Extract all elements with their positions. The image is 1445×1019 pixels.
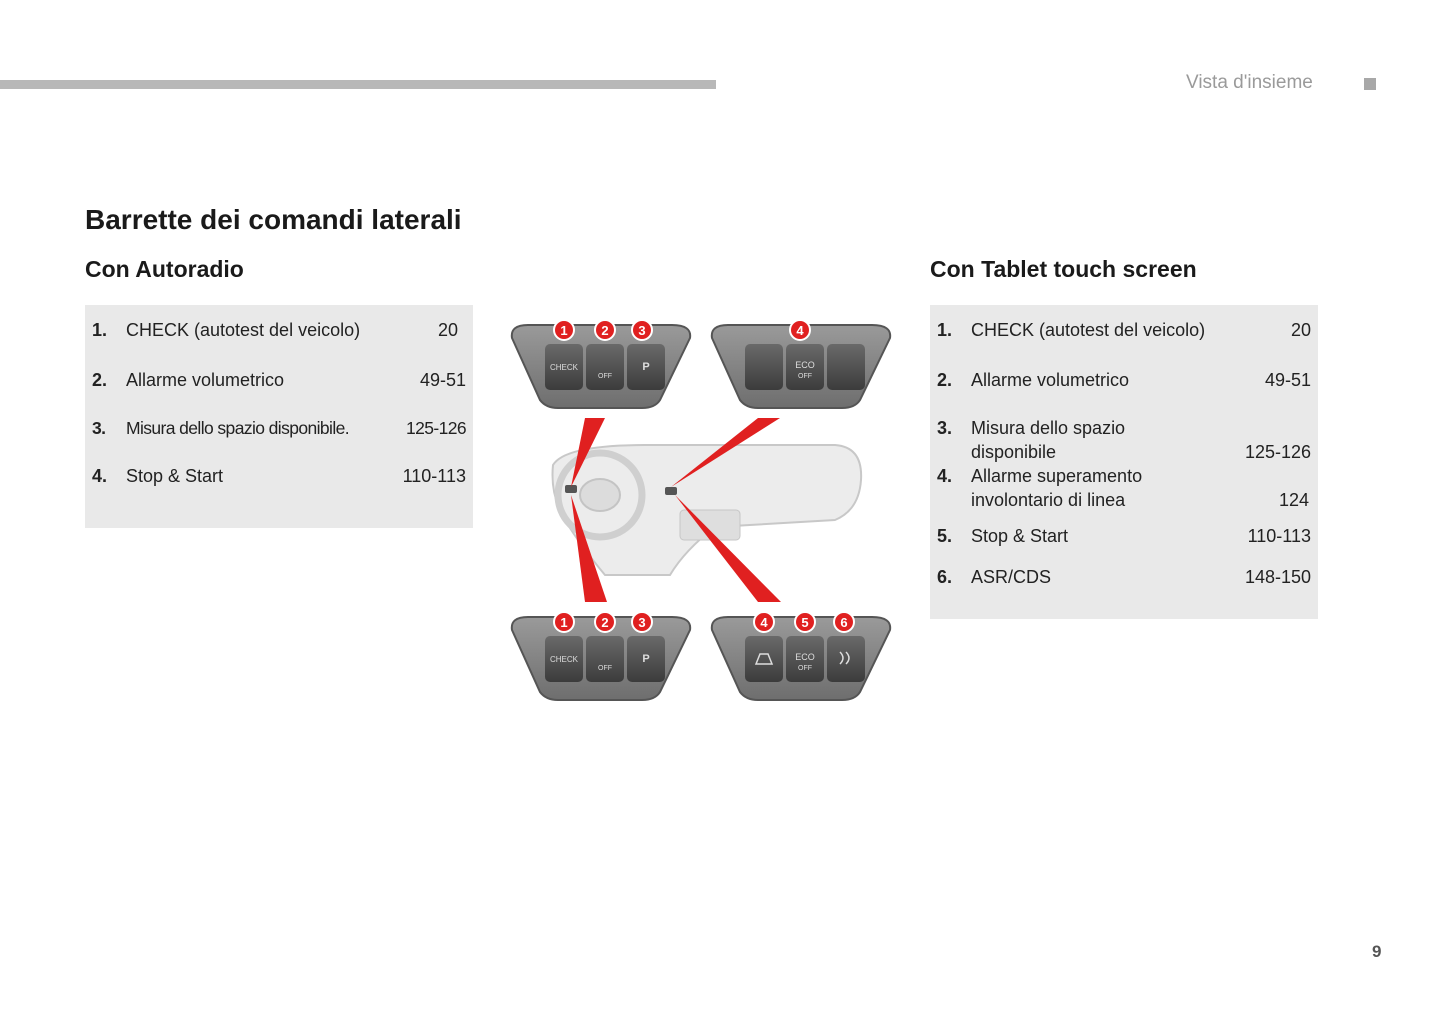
- item-text: involontario di linea: [971, 490, 1126, 510]
- item-number: 5.: [937, 526, 953, 546]
- check-button-label: CHECK: [549, 363, 579, 372]
- tablet-list: [930, 305, 1318, 619]
- item-text: disponibile: [971, 442, 1057, 462]
- item-page: 124: [1278, 490, 1309, 510]
- eco-label: ECO: [795, 360, 815, 370]
- dashboard-illustration: [505, 305, 900, 710]
- callout-badge: [790, 320, 810, 340]
- item-number: 3.: [92, 418, 106, 438]
- callout-badge: [595, 320, 615, 340]
- item-text: CHECK (autotest del veicolo): [126, 320, 361, 340]
- item-page: 125-126: [1244, 442, 1311, 462]
- item-text: ASR/CDS: [971, 567, 1052, 587]
- item-number: 3.: [937, 418, 953, 438]
- item-text: Allarme volumetrico: [126, 370, 285, 390]
- item-page: 125-126: [405, 418, 466, 438]
- svg-text:1: 1: [560, 323, 568, 338]
- page-number: 9: [1372, 942, 1382, 961]
- item-page: 20: [1290, 320, 1311, 340]
- park-assist-label: P: [642, 653, 650, 665]
- svg-text:3: 3: [638, 615, 646, 630]
- callout-badge: [554, 320, 574, 340]
- header-rule: [0, 80, 716, 89]
- item-page: 49-51: [1264, 370, 1311, 390]
- svg-text:2: 2: [601, 323, 609, 338]
- callout-badge: [795, 612, 815, 632]
- svg-text:2: 2: [601, 615, 609, 630]
- item-number: 1.: [92, 320, 108, 340]
- item-page: 148-150: [1244, 567, 1311, 587]
- svg-text:4: 4: [796, 323, 804, 338]
- item-text: Stop & Start: [126, 466, 224, 486]
- item-number: 6.: [937, 567, 953, 587]
- item-text: Misura dello spazio disponibile.: [126, 418, 350, 438]
- eco-off-label: OFF: [798, 373, 812, 380]
- eco-label: ECO: [795, 652, 815, 662]
- alarm-off-label: OFF: [598, 665, 612, 672]
- section-title: Vista d'insieme: [1186, 72, 1313, 93]
- left-heading: Con Autoradio: [85, 256, 244, 282]
- item-text: Allarme volumetrico: [971, 370, 1130, 390]
- item-page: 20: [437, 320, 458, 340]
- item-page: 110-113: [1247, 526, 1311, 546]
- item-number: 1.: [937, 320, 953, 340]
- svg-text:3: 3: [638, 323, 646, 338]
- callout-badge: [632, 612, 652, 632]
- item-number: 2.: [937, 370, 953, 390]
- page-title: Barrette dei comandi laterali: [85, 204, 462, 235]
- callout-badge: [554, 612, 574, 632]
- callout-badge: [754, 612, 774, 632]
- svg-text:6: 6: [840, 615, 848, 630]
- eco-off-label: OFF: [798, 665, 812, 672]
- item-page: 49-51: [419, 370, 466, 390]
- item-text: CHECK (autotest del veicolo): [971, 320, 1206, 340]
- item-page: 110-113: [402, 466, 466, 486]
- svg-text:1: 1: [560, 615, 568, 630]
- dashboard-drawing: [553, 445, 862, 575]
- switch-pod-top-left: [512, 320, 690, 408]
- switch-pod-bottom-right: [712, 612, 890, 700]
- item-number: 4.: [937, 466, 953, 486]
- right-heading: Con Tablet touch screen: [930, 256, 1197, 282]
- svg-text:5: 5: [801, 615, 809, 630]
- alarm-off-label: OFF: [598, 373, 612, 380]
- autoradio-list: [85, 305, 473, 528]
- switch-pod-bottom-left: [512, 612, 690, 700]
- callout-badge: [595, 612, 615, 632]
- item-number: 4.: [92, 466, 108, 486]
- callout-badge: [632, 320, 652, 340]
- switch-pod-top-right: [712, 320, 890, 408]
- callout-badge: [834, 612, 854, 632]
- section-marker: [1364, 78, 1376, 90]
- item-text: Allarme superamento: [971, 466, 1143, 486]
- check-button-label: CHECK: [549, 655, 579, 664]
- item-text: Stop & Start: [971, 526, 1069, 546]
- item-number: 2.: [92, 370, 108, 390]
- park-assist-label: P: [642, 361, 650, 373]
- svg-text:4: 4: [760, 615, 768, 630]
- item-text: Misura dello spazio: [971, 418, 1126, 438]
